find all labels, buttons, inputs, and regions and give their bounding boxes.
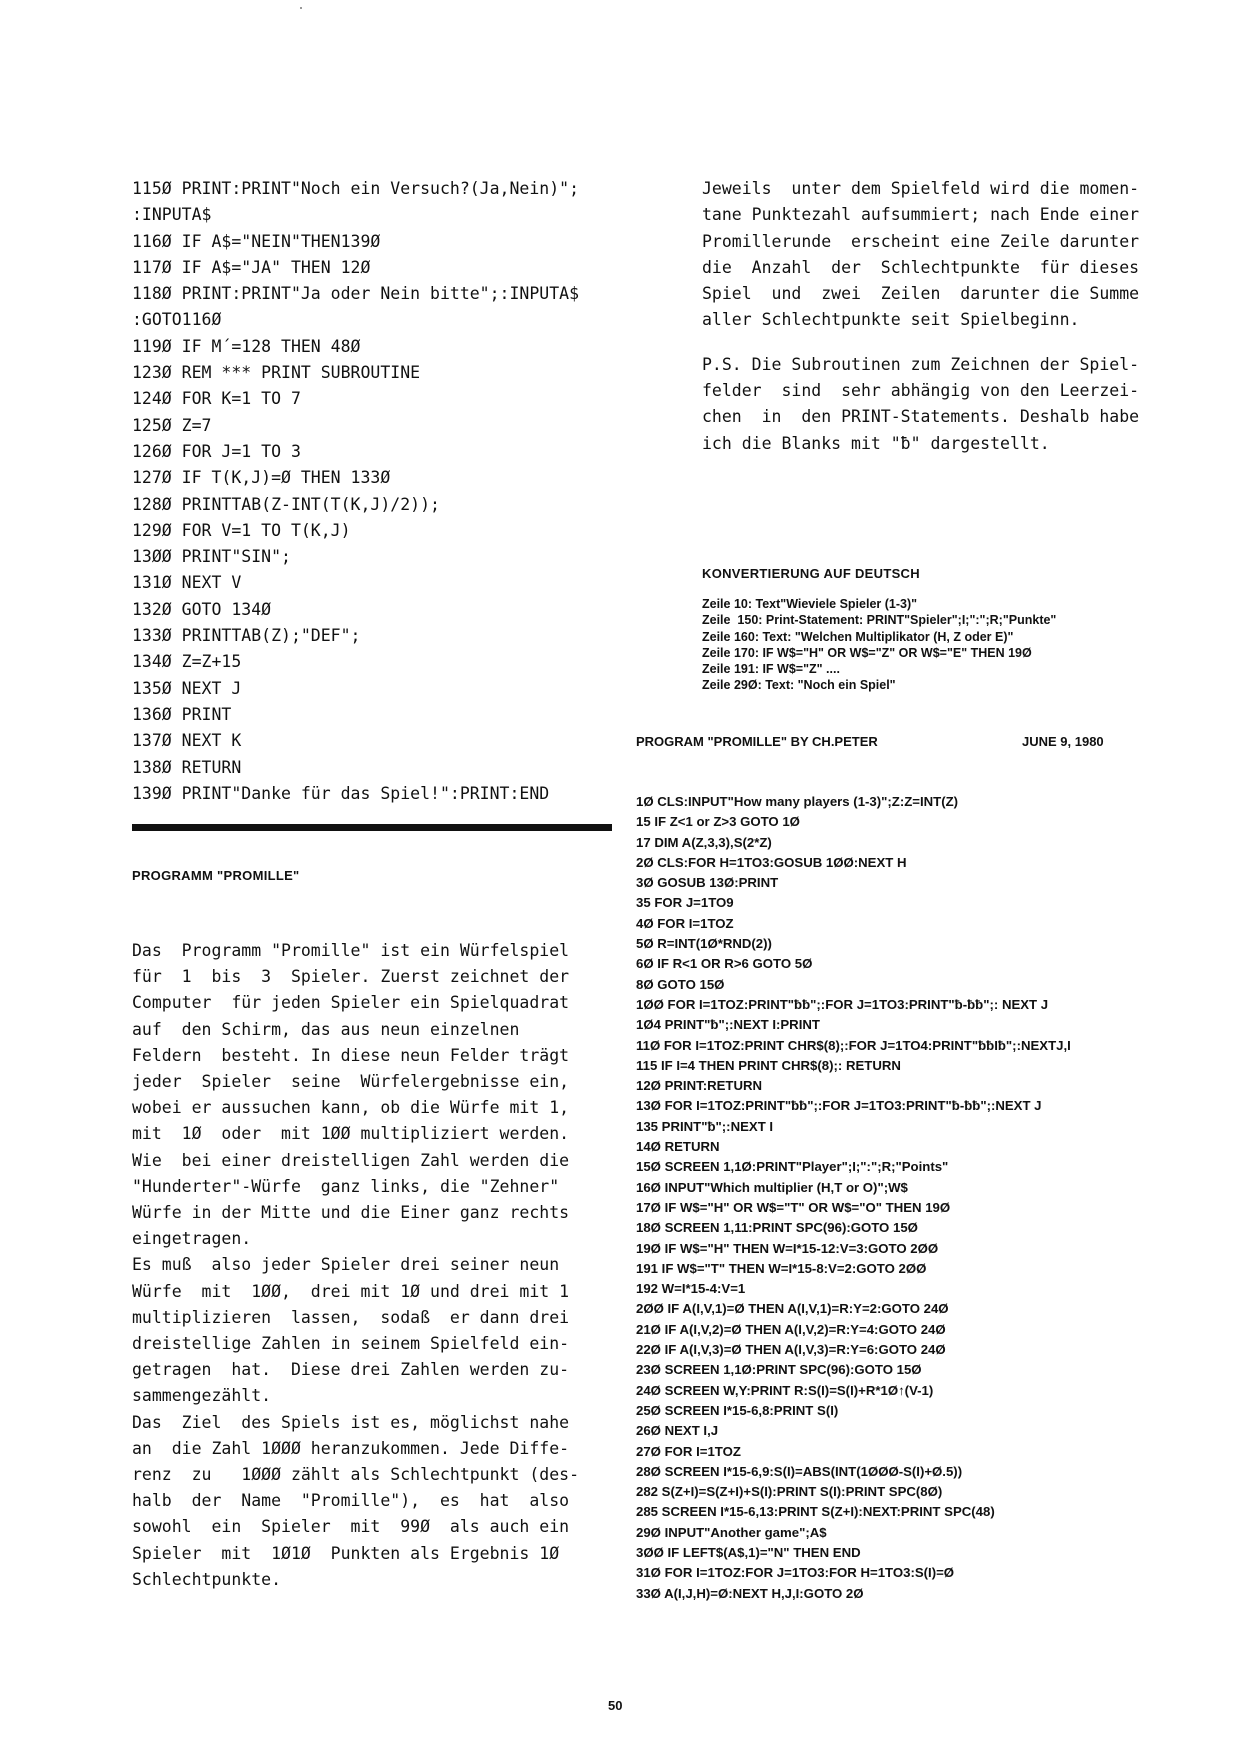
text-line: 135 PRINT"ƀ";:NEXT I (636, 1118, 774, 1134)
text-line: jeder Spieler seine Würfelergebnisse ein, (132, 1072, 570, 1092)
text-line: 191 IF W$="T" THEN W=I*15-8:V=2:GOTO 2ØØ (636, 1260, 927, 1276)
text-line: Zeile 150: Print-Statement: PRINT"Spieler";I;":";R;"Punkte" (702, 613, 1057, 628)
program-heading: PROGRAMM "PROMILLE" (132, 868, 300, 883)
text-line: chen in den PRINT-Statements. Deshalb habe (702, 407, 1140, 427)
text-line: 28Ø SCREEN I*15-6,9:S(I)=ABS(INT(1ØØØ-S(I)+Ø.5)) (636, 1463, 963, 1479)
text-line: 139Ø PRINT"Danke für das Spiel!":PRINT:END (132, 783, 550, 803)
text-line: 16Ø INPUT"Which multiplier (H,T or O)";W$ (636, 1179, 908, 1195)
text-line: 285 SCREEN I*15-6,13:PRINT S(Z+I):NEXT:PRINT SPC(48) (636, 1504, 995, 1520)
text-line: sammengezählt. (132, 1386, 272, 1406)
text-line: 126Ø FOR J=1 TO 3 (132, 441, 301, 461)
text-line: Das Programm "Promille" ist ein Würfelspiel (132, 941, 570, 960)
text-line: Würfe in der Mitte und die Einer ganz rechts (132, 1203, 570, 1223)
text-line: Zeile 10: Text"Wieviele Spieler (1-3)" (702, 597, 918, 611)
text-line: 135Ø NEXT J (132, 678, 242, 698)
basic-listing (636, 792, 1196, 1604)
text-line: 17Ø IF W$="H" OR W$="T" OR W$="O" THEN 19Ø (636, 1199, 951, 1215)
text-line: ich die Blanks mit "ƀ" dargestellt. (702, 433, 1050, 453)
text-line: 138Ø RETURN (132, 757, 242, 777)
text-line: Spieler mit 1Ø1Ø Punkten als Ergebnis 1Ø (132, 1543, 560, 1563)
text-line: Zeile 29Ø: Text: "Noch ein Spiel" (702, 678, 896, 693)
text-line: 124Ø FOR K=1 TO 7 (132, 389, 301, 409)
text-line: 19Ø IF W$="H" THEN W=I*15-12:V=3:GOTO 2ØØ (636, 1240, 939, 1256)
text-line: 14Ø RETURN (636, 1139, 720, 1155)
text-line: auf den Schirm, das aus neun einzelnen (132, 1019, 520, 1039)
text-line: 116Ø IF A$="NEIN"THEN139Ø (132, 231, 381, 251)
text-line: 26Ø NEXT I,J (636, 1423, 719, 1439)
text-line: die Anzahl der Schlechtpunkte für dieses (702, 257, 1140, 277)
text-line: 25Ø SCREEN I*15-6,8:PRINT S(I) (636, 1402, 839, 1418)
text-line: 13Ø FOR I=1TOZ:PRINT"ƀƀ";:FOR J=1TO3:PRINT"ƀ-ƀƀ";:NEXT J (636, 1098, 1042, 1114)
text-line: 31Ø FOR I=1TOZ:FOR J=1TO3:FOR H=1TO3:S(I)=Ø (636, 1565, 955, 1581)
text-line: 11Ø FOR I=1TOZ:PRINT CHR$(8);:FOR J=1TO4:PRINT"ƀƀIƀ";:NEXTJ,I (636, 1037, 1071, 1053)
text-line: 128Ø PRINTTAB(Z-INT(T(K,J)/2)); (132, 494, 440, 514)
text-line: :GOTO116Ø (132, 310, 222, 330)
text-line: 1Ø CLS:INPUT"How many players (1-3)";Z:Z=INT(Z) (636, 794, 959, 809)
program-title: PROGRAM "PROMILLE" BY CH.PETER (636, 734, 878, 749)
text-line: renz zu 1ØØØ zählt als Schlechtpunkt (des- (132, 1465, 580, 1485)
text-line: 117Ø IF A$="JA" THEN 12Ø (132, 257, 371, 277)
text-line: 2ØØ IF A(I,V,1)=Ø THEN A(I,V,1)=R:Y=2:GOTO 24Ø (636, 1301, 949, 1317)
text-line: 133Ø PRINTTAB(Z);"DEF"; (132, 626, 361, 646)
text-line: 127Ø IF T(K,J)=Ø THEN 133Ø (132, 468, 391, 488)
text-line: 5Ø R=INT(1Ø*RND(2)) (636, 936, 772, 952)
text-line: 18Ø SCREEN 1,11:PRINT SPC(96):GOTO 15Ø (636, 1220, 918, 1236)
text-line: multiplizieren lassen, sodaß er dann drei (132, 1307, 570, 1327)
text-line: wobei er aussuchen kann, ob die Würfe mit 1, (132, 1098, 570, 1118)
text-line: 21Ø IF A(I,V,2)=Ø THEN A(I,V,2)=R:Y=4:GOTO 24Ø (636, 1321, 946, 1337)
text-line: 1Ø4 PRINT"ƀ";:NEXT I:PRINT (636, 1017, 820, 1033)
page-number: 50 (608, 1698, 623, 1713)
program-description (132, 938, 608, 1593)
text-line: 131Ø NEXT V (132, 573, 242, 593)
text-line: 29Ø INPUT"Another game";A$ (636, 1524, 827, 1540)
text-line: P.S. Die Subroutinen zum Zeichnen der Spiel- (702, 354, 1140, 374)
right-description (702, 176, 1182, 457)
text-line: 136Ø PRINT (132, 704, 232, 724)
text-line: 22Ø IF A(I,V,3)=Ø THEN A(I,V,3)=R:Y=6:GOTO 24Ø (636, 1342, 946, 1358)
left-code-listing (132, 176, 652, 807)
text-line: getragen hat. Diese drei Zahlen werden zu- (132, 1360, 570, 1380)
text-line: Feldern besteht. In diese neun Felder trägt (132, 1045, 570, 1065)
text-line: 35 FOR J=1TO9 (636, 895, 734, 911)
text-line: 125Ø Z=7 (132, 415, 212, 435)
text-line: 23Ø SCREEN 1,1Ø:PRINT SPC(96):GOTO 15Ø (636, 1362, 922, 1378)
text-line: felder sind sehr abhängig von den Leerzei- (702, 381, 1140, 401)
text-line: "Hunderter"-Würfe ganz links, die "Zehner" (132, 1176, 560, 1196)
text-line: an die Zahl 1ØØØ heranzukommen. Jede Diffe- (132, 1438, 570, 1458)
text-line: 27Ø FOR I=1TOZ (636, 1443, 741, 1459)
text-line: Würfe mit 1ØØ, drei mit 1Ø und drei mit 1 (132, 1281, 570, 1301)
text-line: 33Ø A(I,J,H)=Ø:NEXT H,J,I:GOTO 2Ø (636, 1585, 864, 1601)
text-line: für 1 bis 3 Spieler. Zuerst zeichnet der (132, 967, 570, 987)
text-line: 15Ø SCREEN 1,1Ø:PRINT"Player";I;":";R;"Points" (636, 1159, 949, 1175)
text-line: 134Ø Z=Z+15 (132, 652, 242, 672)
conversion-lines (702, 596, 1056, 694)
text-line: Schlechtpunkte. (132, 1569, 282, 1589)
text-line: 1ØØ FOR I=1TOZ:PRINT"ƀƀ";:FOR J=1TO3:PRINT"ƀ-ƀƀ";: NEXT J (636, 996, 1049, 1012)
section-divider (132, 824, 612, 831)
text-line: Zeile 160: Text: "Welchen Multiplikator (H, Z oder E)" (702, 629, 1014, 644)
text-line: 282 S(Z+I)=S(Z+I)+S(I):PRINT S(I):PRINT SPC(8Ø) (636, 1484, 943, 1500)
text-line: dreistellige Zahlen in seinem Spielfeld ein- (132, 1334, 570, 1354)
text-line: 129Ø FOR V=1 TO T(K,J) (132, 520, 351, 540)
text-line: Es muß also jeder Spieler drei seiner neun (132, 1255, 560, 1275)
text-line: 24Ø SCREEN W,Y:PRINT R:S(I)=S(I)+R*1Ø↑(V-1) (636, 1382, 934, 1398)
text-line: Wie bei einer dreistelligen Zahl werden die (132, 1150, 570, 1170)
text-line: aller Schlechtpunkte seit Spielbeginn. (702, 310, 1080, 330)
text-line: 12Ø PRINT:RETURN (636, 1078, 763, 1094)
text-line: Das Ziel des Spiels ist es, möglichst nahe (132, 1412, 570, 1432)
text-line: eingetragen. (132, 1229, 252, 1249)
text-line: Zeile 191: IF W$="Z" .... (702, 662, 840, 677)
text-line: 192 W=I*15-4:V=1 (636, 1281, 746, 1297)
scan-dot (300, 7, 302, 9)
text-line: sowohl ein Spieler mit 99Ø als auch ein (132, 1517, 570, 1537)
text-line: 3ØØ IF LEFT$(A$,1)="N" THEN END (636, 1544, 861, 1560)
text-line: 137Ø NEXT K (132, 731, 242, 751)
text-line: 15 IF Z<1 or Z>3 GOTO 1Ø (636, 814, 800, 830)
text-line: Zeile 170: IF W$="H" OR W$="Z" OR W$="E" THEN 19Ø (702, 645, 1032, 660)
text-line: Computer für jeden Spieler ein Spielquadrat (132, 993, 570, 1013)
text-line: 3Ø GOSUB 13Ø:PRINT (636, 875, 779, 891)
text-line: halb der Name "Promille"), es hat also (132, 1491, 570, 1511)
text-line: tane Punktezahl aufsummiert; nach Ende einer (702, 205, 1140, 225)
text-line: :INPUTA$ (132, 205, 212, 225)
text-line: 132Ø GOTO 134Ø (132, 599, 272, 619)
text-line: 13ØØ PRINT"SIN"; (132, 547, 291, 567)
text-line: 119Ø IF M´=128 THEN 48Ø (132, 336, 361, 356)
text-line: 115Ø PRINT:PRINT"Noch ein Versuch?(Ja,Nein)"; (132, 179, 580, 198)
conversion-heading: KONVERTIERUNG AUF DEUTSCH (702, 566, 920, 581)
text-line: Spiel und zwei Zeilen darunter die Summe (702, 284, 1140, 304)
text-line: mit 1Ø oder mit 1ØØ multipliziert werden. (132, 1124, 570, 1144)
text-line: Jeweils unter dem Spielfeld wird die momen- (702, 179, 1140, 198)
text-line: 118Ø PRINT:PRINT"Ja oder Nein bitte";:INPUTA$ (132, 284, 580, 304)
paragraph-scoring (702, 176, 1182, 334)
paragraph-gap (702, 334, 1182, 352)
text-line: 6Ø IF R<1 OR R>6 GOTO 5Ø (636, 956, 813, 972)
text-line: 115 IF I=4 THEN PRINT CHR$(8);: RETURN (636, 1057, 901, 1073)
text-line: 8Ø GOTO 15Ø (636, 976, 725, 992)
text-line: 123Ø REM *** PRINT SUBROUTINE (132, 363, 421, 383)
program-date: JUNE 9, 1980 (1022, 734, 1104, 749)
text-line: 4Ø FOR I=1TOZ (636, 915, 734, 931)
text-line: Promillerunde erscheint eine Zeile darunter (702, 231, 1140, 251)
text-line: 2Ø CLS:FOR H=1TO3:GOSUB 1ØØ:NEXT H (636, 854, 907, 870)
paragraph-ps-note (702, 352, 1182, 457)
text-line: 17 DIM A(Z,3,3),S(2*Z) (636, 834, 772, 850)
